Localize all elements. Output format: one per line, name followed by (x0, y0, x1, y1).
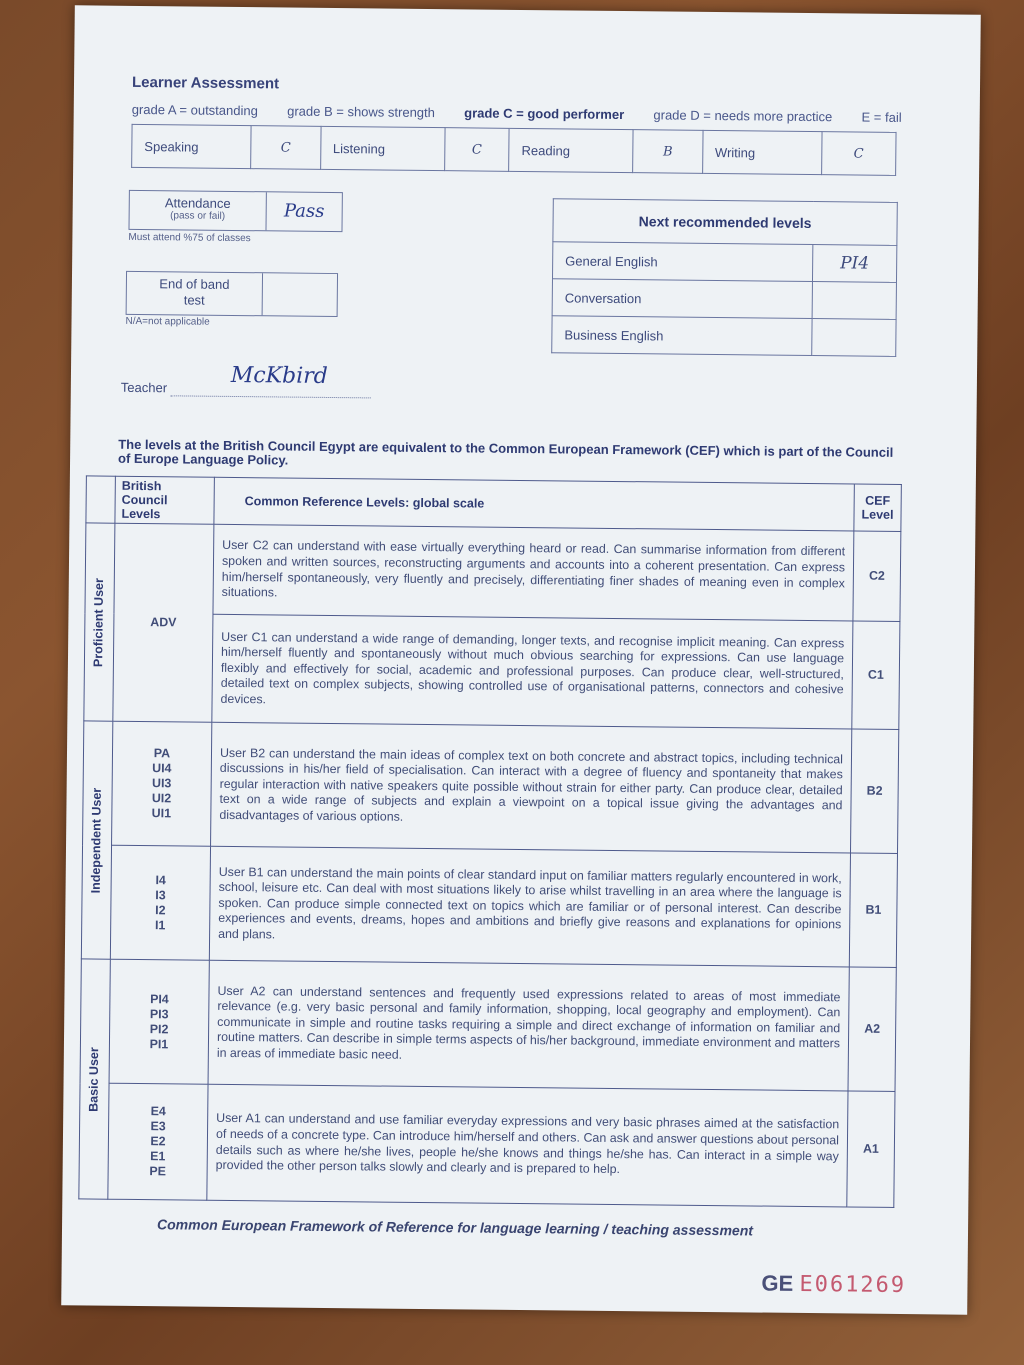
next-levels-table (551, 198, 898, 357)
bc-level: PE (149, 1164, 166, 1179)
cef-level-header: CEF Level (854, 484, 901, 531)
grade-c-legend: grade C = good performer (464, 105, 625, 123)
grade-legend (132, 102, 902, 125)
next-level-label: Business English (552, 316, 812, 356)
end-of-band-label-line2: test (183, 292, 205, 308)
group-label-text: Independent User (88, 787, 104, 893)
group-label-text: Proficient User (91, 577, 107, 667)
cef-table (78, 475, 902, 1208)
next-level-value[interactable]: PI4 (812, 245, 896, 283)
bc-level: I1 (154, 917, 166, 932)
bc-level: E4 (150, 1104, 166, 1119)
teacher-field (120, 362, 371, 399)
attendance-value[interactable]: Pass (283, 200, 325, 222)
bc-level: PI2 (149, 1021, 169, 1036)
bc-level-cell (113, 523, 214, 722)
teacher-label: Teacher (120, 379, 168, 396)
bc-level-cell (112, 721, 212, 846)
attendance-note: Must attend %75 of classes (128, 231, 251, 245)
skill-grade[interactable]: C (251, 126, 321, 170)
bc-level: I3 (155, 887, 166, 902)
skill-grade[interactable]: C (444, 128, 509, 172)
attendance-label: Attendance (164, 195, 231, 211)
group-label-basic (79, 959, 111, 1199)
next-level-label: Conversation (552, 279, 812, 319)
skill-label: Writing (702, 130, 821, 174)
end-of-band-label: End of band (159, 276, 230, 292)
teacher-signature: McKbird (230, 362, 328, 389)
page-title: Learner Assessment (131, 73, 280, 93)
level-description: User A2 can understand sentences and frequently used expressions related to areas of most immediate relevance (e.g. very basic personal and family information, shopping, local geography and employment). Can communicate in simple and routine tasks requiring a simple and direct exchange of information on familiar and routine matters. Can describe in simple terms aspects of his/her background, immediate environment and matters in areas of immediate basic need. (208, 960, 849, 1091)
skills-grade-table (131, 124, 896, 176)
bc-level-cell (108, 1083, 208, 1200)
bc-levels-header: British Council Levels (115, 476, 214, 524)
level-description: User C1 can understand a wide range of demanding, longer texts, and recognise implicit meaning. Can express him/herself fluently and spontaneously without much obvious searching for expressions. Can use language flexibly and effectively for social, academic and professional purposes. Can produce clear, well-structured, detailed text on complex subjects, showing controlled use of organisational patterns, connectors and cohesive devices. (212, 614, 853, 729)
bc-level: E3 (150, 1119, 166, 1134)
attendance-sublabel: (pass or fail) (170, 210, 226, 222)
bc-level: E2 (150, 1134, 166, 1149)
level-description: User A1 can understand and use familiar everyday expressions and very basic phrases aimed at the satisfaction of needs of a concrete type. Can introduce him/herself and others. Can ask and answer questions about personal details such as where he/she lives, people he/she knows and things he/she has. Can interact in a simple way provided the other person talks slowly and clearly and is prepared to help. (207, 1084, 848, 1207)
group-label-proficient (84, 523, 115, 721)
end-of-band-label-cell (127, 272, 263, 315)
cef-level: C1 (852, 621, 900, 729)
serial-digits: E061269 (799, 1271, 907, 1299)
grade-b-legend: grade B = shows strength (287, 103, 435, 121)
serial-number (761, 1271, 906, 1299)
bc-level: PI1 (149, 1036, 169, 1051)
cef-level: B2 (850, 729, 898, 853)
bc-level: UI1 (151, 806, 172, 821)
next-level-value[interactable] (812, 282, 896, 320)
skill-label: Reading (509, 128, 634, 172)
cef-level: A1 (847, 1091, 895, 1207)
next-level-value[interactable] (812, 319, 896, 357)
skill-label: Speaking (132, 124, 252, 168)
grade-e-legend: E = fail (861, 109, 902, 125)
end-of-band-note: N/A=not applicable (125, 315, 210, 328)
grade-a-legend: grade A = outstanding (131, 101, 258, 119)
skill-label: Listening (320, 126, 445, 170)
skill-grade[interactable]: B (633, 130, 703, 174)
level-description: User B2 can understand the main ideas of complex text on both concrete and abstract topics, including technical discussions in his/her field of specialisation. Can interact with a degree of fluency and spontaneity that makes regular interaction with native speakers quite possible without strain for either party. Can produce clear, detailed text on a wide range of subjects and explain a viewpoint on a topical issue giving the advantages and disadvantages of various options. (211, 722, 852, 853)
bc-level-cell (109, 959, 209, 1084)
group-label-independent (81, 721, 112, 959)
level-description: User C2 can understand with ease virtually everything heard or read. Can summarise information from different spoken and written sources, reconstructing arguments and accounts into a coherent presentation. Can express him/herself spontaneously, very fluently and precisely, differentiating finer shades of meaning even in complex situations. (213, 524, 854, 621)
intro-text: The levels at the British Council Egypt are equivalent to the Common European Framework (CEF) which is part of the Council of Europe Language Policy. (118, 436, 894, 468)
bc-level: UI2 (151, 791, 172, 806)
bc-level: E1 (150, 1149, 166, 1164)
attendance-box (128, 190, 342, 232)
next-level-label: General English (552, 242, 812, 282)
teacher-signature-line[interactable] (171, 362, 371, 398)
end-of-band-value[interactable] (263, 273, 337, 316)
group-header-blank (86, 476, 115, 523)
cef-level: B1 (849, 853, 897, 967)
bc-level: UI4 (152, 761, 172, 776)
grade-d-legend: grade D = needs more practice (653, 107, 833, 125)
footer-caption: Common European Framework of Reference for language learning / teaching assessment (156, 1216, 754, 1239)
cef-level: C2 (853, 531, 901, 621)
cef-level: A2 (848, 967, 896, 1091)
serial-prefix: GE (761, 1270, 794, 1296)
skill-grade[interactable]: C (821, 132, 896, 176)
attendance-label-cell (129, 191, 266, 230)
level-description: User B1 can understand the main points of clear standard input on familiar matters regularly encountered in work, school, leisure etc. Can deal with most situations likely to arise whilst travelling in an area where the language is spoken. Can produce simple connected text on topics which are familiar or of personal interest. Can describe experiences and events, dreams, hopes and ambitions and briefly give reasons and explanations for opinions and plans. (209, 846, 850, 967)
global-scale-header: Common Reference Levels: global scale (214, 477, 854, 531)
bc-level: UI3 (151, 776, 172, 791)
bc-level: PI4 (150, 991, 169, 1006)
bc-level: I2 (155, 902, 166, 917)
group-label-text: Basic User (86, 1046, 102, 1112)
bc-level: ADV (150, 615, 177, 630)
bc-level: PA (153, 746, 171, 761)
end-of-band-box (126, 271, 338, 317)
assessment-sheet (61, 5, 981, 1314)
bc-level: I4 (155, 872, 166, 887)
bc-level: PI3 (149, 1006, 169, 1021)
next-levels-heading: Next recommended levels (553, 199, 897, 246)
bc-level-cell (110, 845, 210, 960)
